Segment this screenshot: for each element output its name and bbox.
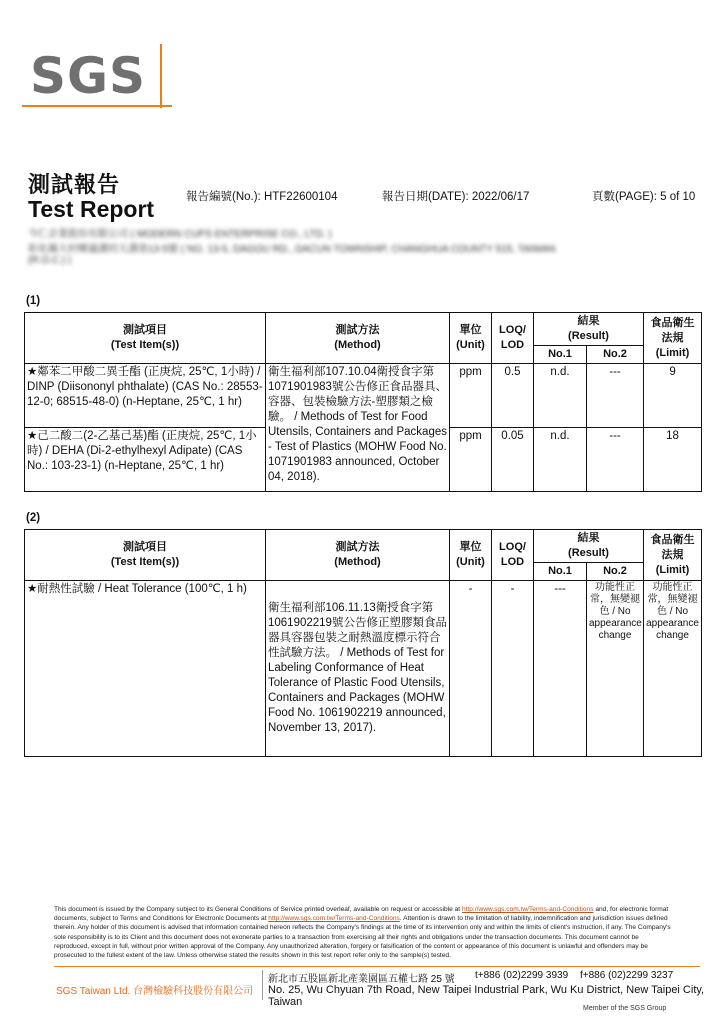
result-no2: 功能性正常，無變褪色 / No appearance change <box>587 581 644 757</box>
result-no1: n.d. <box>534 428 587 492</box>
footer-address-zh: 新北市五股區新北產業園區五權七路 25 號 <box>268 974 455 985</box>
footer-separator <box>262 970 263 1000</box>
logo-underline <box>22 105 172 107</box>
result-no1: n.d. <box>534 364 587 428</box>
loq-value: 0.5 <box>492 364 534 428</box>
unit: - <box>450 581 492 757</box>
results-table-1 <box>24 312 702 492</box>
header-loq-lod: LOQ/ LOD <box>492 313 534 364</box>
results-table-2 <box>24 529 702 757</box>
client-address-line2: (R.O.C.) ) <box>28 255 72 266</box>
limit-value: 18 <box>644 428 702 492</box>
header-no1: No.1 <box>534 563 587 581</box>
footer-member: Member of the SGS Group <box>583 1005 667 1012</box>
report-page: 頁數(PAGE): 5 of 10 <box>592 191 696 203</box>
client-address-line1: 彰化縣大村鄉過溝村大溝巷13-5號 ( NO. 13-5, DAGOU RD., DACUN TOWNSHIP, CHANGHUA COUNTY 515, TAIWAN <box>28 244 556 255</box>
header-test-item: 測試項目 (Test Item(s)) <box>25 313 266 364</box>
loq-value: - <box>492 581 534 757</box>
unit: ppm <box>450 364 492 428</box>
test-item-dinp: ★鄰苯二甲酸二異壬酯 (正庚烷, 25℃, 1小時) / DINP (Diisononyl phthalate) (CAS No.: 28553-12-0; 68515-48-0) (n-Heptane, 25℃, 1 hr) <box>25 364 266 428</box>
table-row <box>25 364 702 428</box>
test-method: 衛生福利部107.10.04衛授食字第1071901983號公告修正食品器具、容器、包裝檢驗方法-塑膠類之檢驗。 / Methods of Test for Food Utensils, Containers and Packages - Test of Plastics (MOHW Food No. 1071901983 announced, October 04, 2018). <box>266 364 450 492</box>
footer-fax: f+886 (02)2299 3237 <box>580 970 674 981</box>
header-limit: 食品衛生 法規 (Limit) <box>644 313 702 364</box>
result-no1: --- <box>534 581 587 757</box>
report-title-zh: 測試報告 <box>28 172 121 197</box>
electronic-terms-link[interactable]: http://www.sgs.com.tw/Terms-and-Conditions <box>268 915 400 923</box>
test-item-deha: ★己二酸二(2-乙基己基)酯 (正庚烷, 25℃, 1小時) / DEHA (Di-2-ethylhexyl Adipate) (CAS No.: 103-23-1) (n-Heptane, 25℃, 1 hr) <box>25 428 266 492</box>
footer-phone: t+886 (02)2299 3939 <box>475 970 569 981</box>
footer-address-en: No. 25, Wu Chyuan 7th Road, New Taipei Industrial Park, Wu Ku District, New Taipei City, Taiwan <box>268 984 705 1008</box>
logo-text: SGS <box>30 47 147 105</box>
header-test-item: 測試項目 (Test Item(s)) <box>25 530 266 581</box>
header-no2: No.2 <box>587 346 644 364</box>
report-number: 報告編號(No.): HTF22600104 <box>186 191 338 203</box>
header-result: 結果 (Result) <box>534 313 644 346</box>
header-no2: No.2 <box>587 563 644 581</box>
report-title-en: Test Report <box>28 196 155 222</box>
header-method: 測試方法 (Method) <box>266 313 450 364</box>
header-loq-lod: LOQ/ LOD <box>492 530 534 581</box>
unit: ppm <box>450 428 492 492</box>
section-2-label: (2) <box>26 512 41 524</box>
terms-link[interactable]: http://www.sgs.com.tw/Terms-and-Conditions <box>461 906 594 913</box>
footer-company: SGS Taiwan Ltd. 台灣檢驗科技股份有限公司 <box>56 986 254 997</box>
limit-value: 9 <box>644 364 702 428</box>
header-no1: No.1 <box>534 346 587 364</box>
table-row <box>25 581 702 757</box>
test-method: 衛生福利部106.11.13衛授食字第1061902219號公告修正塑膠類食品器具容器包裝之耐熱溫度標示符合性試驗方法。 / Methods of Test for Labeling Conformance of Heat Tolerance of Plastic Food Utensils, Containers and Packages (MOHW Food No. 1061902219 announced, November 13, 2017). <box>266 581 450 757</box>
footer-divider <box>54 966 700 967</box>
header-limit: 食品衛生 法規 (Limit) <box>644 530 702 581</box>
test-item-heat-tolerance: ★耐熱性試驗 / Heat Tolerance (100℃, 1 h) <box>25 581 266 757</box>
loq-value: 0.05 <box>492 428 534 492</box>
result-no2: --- <box>587 364 644 428</box>
header-result: 結果 (Result) <box>534 530 644 563</box>
header-unit: 單位 (Unit) <box>450 313 492 364</box>
header-unit: 單位 (Unit) <box>450 530 492 581</box>
result-no2: --- <box>587 428 644 492</box>
report-date: 報告日期(DATE): 2022/06/17 <box>382 191 530 203</box>
limit-value: 功能性正常，無變褪色 / No appearance change <box>644 581 702 757</box>
logo-notch <box>160 44 162 108</box>
disclaimer: This document is issued by the Company subject to its General Conditions of Service printed overleaf, available on request or accessible at http://www.sgs.com.tw/Terms-and-Conditions and, for electronic format documents, subject to Terms and Conditions for Electronic Documents at http://www.sgs.com.tw/Terms-and-Conditions. Attention is drawn to the limitation of liability, indemnification and jurisdiction issues defined therein. Any holder of this document is advised that information contained hereon reflects the Company's findings at the time of its intervention only and within the limits of client's instruction, if any. The Company's sole responsibility is to its Client and this document does not exonerate parties to a transaction from exercising all their rights and obligations under the transaction documents. This document cannot be reproduced, except in full, without prior written approval of the Company. Any unauthorized alteration, forgery or falsification of the content or appearance of this document is unlawful and offenders may be prosecuted to the fullest extent of the law. Unless otherwise stated the results shown in this test report refer only to the sample(s) tested. <box>54 906 671 960</box>
section-1-label: (1) <box>26 295 41 307</box>
client-company: 今仁企業股份有限公司 ( MODERN CUPS ENTERPRISE CO., LTD. ) <box>28 229 332 240</box>
header-method: 測試方法 (Method) <box>266 530 450 581</box>
